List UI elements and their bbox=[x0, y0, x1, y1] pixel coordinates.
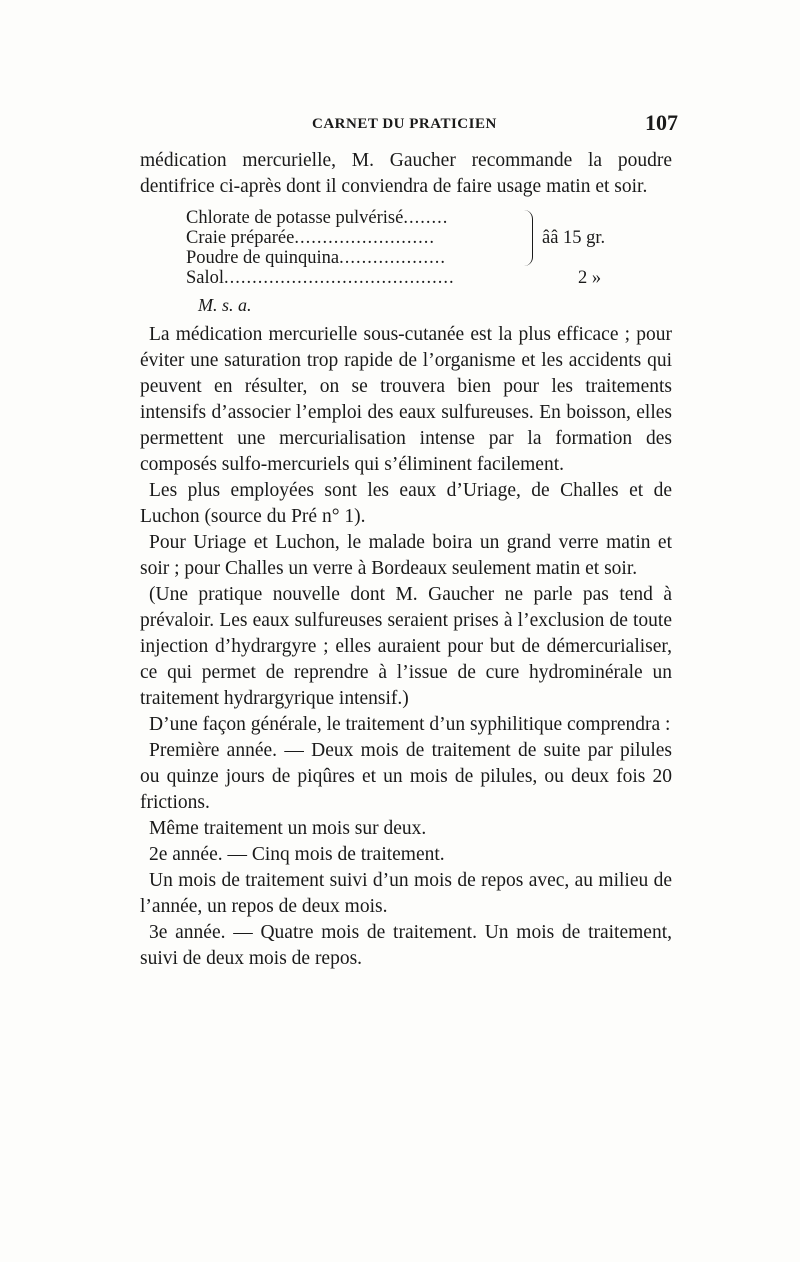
recipe-item bbox=[186, 268, 672, 288]
recipe-formula: M. s. a. bbox=[198, 295, 252, 315]
paragraph: Même traitement un mois sur deux. bbox=[149, 818, 427, 839]
grouped-dose: ââ 15 gr. bbox=[542, 228, 606, 248]
page-header bbox=[132, 110, 678, 140]
recipe-block bbox=[186, 208, 672, 288]
paragraph: 2e année. — Cinq mois de traitement. bbox=[149, 844, 445, 865]
dot-leader: ........ bbox=[403, 208, 449, 228]
paragraph: D’une façon générale, le traitement d’un syphilitique comprendra : bbox=[149, 714, 671, 735]
paragraph: La médication mercurielle sous-cutanée est la plus efficace ; pour éviter une saturation trop rapide de l’organisme et les accidents qui peuvent en résulter, on se trouvera bien pour les traitements intensifs d’associer l’emploi des eaux sulfureuses. En boisson, elles permettent une mercurialisation intense par la formation des composés sulfo-mercuriels qui s’éliminent facilement. bbox=[140, 324, 672, 475]
recipe-item bbox=[186, 208, 672, 228]
recipe-dose: 2 » bbox=[578, 268, 602, 288]
recipe-item-name: Salol bbox=[186, 268, 225, 288]
dot-leader: ................... bbox=[339, 248, 446, 268]
paragraph: Les plus employées sont les eaux d’Uriage, de Challes et de Luchon (source du Pré n° 1). bbox=[140, 480, 672, 527]
paragraph: médication mercurielle, M. Gaucher recommande la poudre dentifrice ci-après dont il conviendra de faire usage matin et soir. bbox=[140, 150, 672, 197]
running-head: CARNET DU PRATICIEN bbox=[312, 116, 497, 132]
paragraph: Première année. — Deux mois de traitement de suite par pilules ou quinze jours de piqûres et un mois de pilules, ou deux fois 20 frictions. bbox=[140, 740, 672, 813]
recipe-item bbox=[186, 248, 672, 268]
recipe-item-name: Poudre de quinquina bbox=[186, 248, 340, 268]
paragraph: Un mois de traitement suivi d’un mois de repos avec, au milieu de l’année, un repos de deux mois. bbox=[140, 870, 672, 917]
recipe-item-name: Chlorate de potasse pulvérisé bbox=[186, 208, 404, 228]
dot-leader: ......................................... bbox=[224, 268, 455, 288]
paragraph: Pour Uriage et Luchon, le malade boira un grand verre matin et soir ; pour Challes un verre à Bordeaux seulement matin et soir. bbox=[140, 532, 672, 579]
paragraph: 3e année. — Quatre mois de traitement. Un mois de traitement, suivi de deux mois de repos. bbox=[140, 922, 672, 969]
recipe-item-name: Craie préparée bbox=[186, 228, 295, 248]
paragraph: (Une pratique nouvelle dont M. Gaucher ne parle pas tend à prévaloir. Les eaux sulfureuses seraient prises à l’exclusion de toute injection d’hydrargyre ; elles auraient pour but de démercurialiser, ce qui permet de reprendre à l’issue de cure hydrominérale un traitement hydrargyrique intensif.) bbox=[140, 584, 672, 709]
dot-leader: ......................... bbox=[294, 228, 435, 248]
page-number: 107 bbox=[645, 110, 678, 135]
brace-icon bbox=[524, 210, 533, 266]
page-body bbox=[140, 148, 672, 972]
